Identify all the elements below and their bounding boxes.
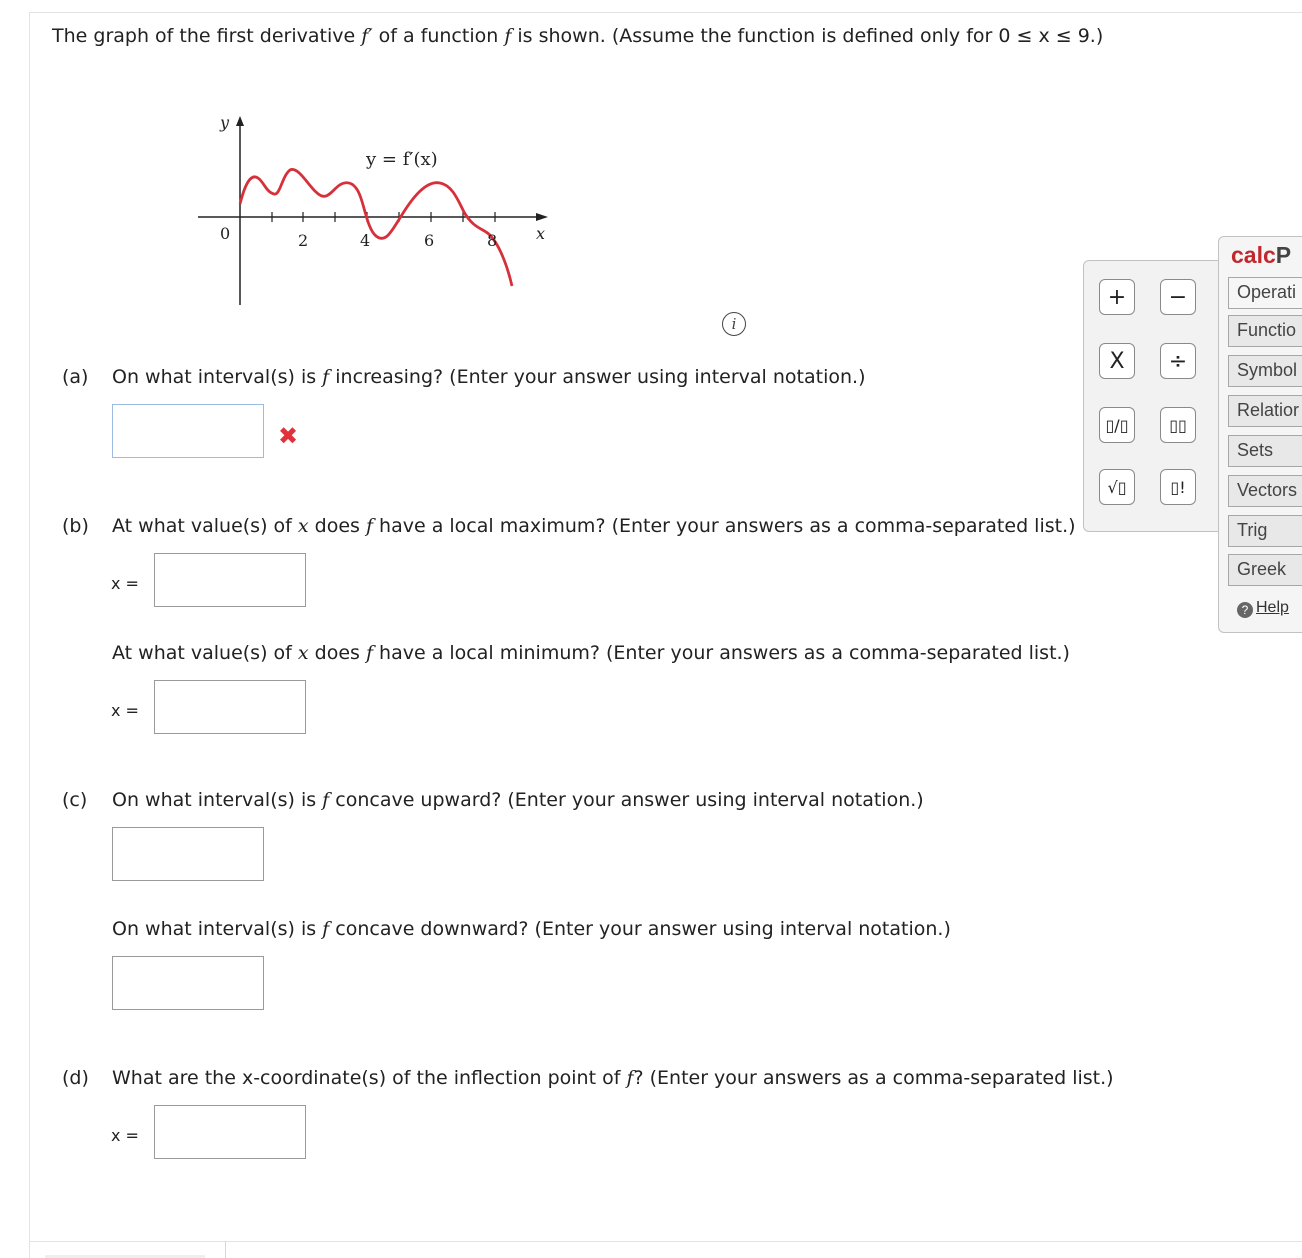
x-tick-2: 2	[298, 231, 309, 250]
frame-top-border	[30, 12, 1302, 13]
x-tick-6: 6	[424, 231, 435, 250]
curve-label: y = f′(x)	[366, 149, 438, 170]
part-a-question	[112, 365, 865, 389]
problem-intro	[52, 24, 1103, 48]
inflection-x-label: x =	[111, 1126, 139, 1145]
y-axis-label: y	[220, 113, 230, 132]
tab-greek[interactable]: Greek	[1228, 554, 1302, 586]
sqrt-button[interactable]	[1099, 469, 1135, 505]
tab-symbols[interactable]: Symbol	[1228, 355, 1302, 387]
part-b-f: f	[365, 515, 374, 537]
fraction-button[interactable]	[1099, 407, 1135, 443]
multiply-button[interactable]: X	[1099, 343, 1135, 379]
exponent-button[interactable]	[1160, 407, 1196, 443]
minus-button[interactable]: −	[1160, 279, 1196, 315]
help-label: Help	[1256, 599, 1289, 616]
concave-up-input[interactable]	[112, 827, 264, 881]
part-c-f: f	[322, 789, 330, 811]
part-a-f: f	[322, 366, 330, 388]
tab-relations[interactable]: Relatior	[1228, 395, 1302, 427]
part-d-marker: (d)	[62, 1067, 89, 1089]
intro-text-3: is shown. (Assume the function is defined only for 0 ≤ x ≤ 9.)	[511, 25, 1104, 47]
part-c-q1-pre: On what interval(s) is	[112, 789, 323, 811]
tab-vectors[interactable]: Vectors	[1228, 475, 1302, 507]
tab-sets[interactable]: Sets	[1228, 435, 1302, 467]
part-d-f: f	[626, 1067, 634, 1089]
plus-button[interactable]: +	[1099, 279, 1135, 315]
tab-functions[interactable]: Functio	[1228, 315, 1302, 347]
part-b-q1-pre: At what value(s) of	[112, 515, 298, 537]
local-min-input[interactable]	[154, 680, 306, 734]
frame-bottom-border	[30, 1241, 1302, 1242]
part-b-q2-f: f	[365, 642, 374, 664]
calcpad-title-calc: calc	[1231, 242, 1276, 268]
part-b-x: x	[297, 515, 309, 537]
y-axis-arrow	[236, 116, 244, 126]
divide-button[interactable]: ÷	[1160, 343, 1196, 379]
tab-operations[interactable]: Operati	[1228, 277, 1302, 309]
calcpad-sidebar	[1218, 236, 1302, 633]
help-link[interactable]	[1237, 599, 1289, 618]
part-c-q2-pre: On what interval(s) is	[112, 918, 323, 940]
increasing-interval-input[interactable]	[112, 404, 264, 458]
part-b-q1-mid: does	[308, 515, 366, 537]
part-b-q2-post: have a local minimum? (Enter your answers as a comma-separated list.)	[373, 642, 1070, 664]
info-icon[interactable]: i	[722, 312, 746, 336]
factorial-icon: ▯!	[1170, 477, 1186, 497]
factorial-button[interactable]	[1160, 469, 1196, 505]
derivative-graph	[190, 110, 570, 310]
part-a-q-post: increasing? (Enter your answer using interval notation.)	[329, 366, 866, 388]
math-palette	[1083, 260, 1220, 532]
intro-f: f	[504, 25, 512, 47]
part-d-q-pre: What are the x-coordinate(s) of the inflection point of	[112, 1067, 627, 1089]
calcpad-title	[1231, 242, 1291, 269]
fprime-curve	[240, 169, 512, 286]
x-tick-4: 4	[360, 231, 371, 250]
concave-down-input[interactable]	[112, 956, 264, 1010]
part-b-question-1	[112, 514, 1076, 538]
part-b-q2-x: x	[297, 642, 309, 664]
part-b-q2-mid: does	[308, 642, 366, 664]
part-c-q2-post: concave downward? (Enter your answer using interval notation.)	[329, 918, 951, 940]
part-c-question-2	[112, 917, 951, 941]
x-tick-0: 0	[220, 224, 231, 243]
frame-left-border	[29, 12, 30, 1258]
part-a-q-pre: On what interval(s) is	[112, 366, 323, 388]
local-max-input[interactable]	[154, 553, 306, 607]
x-axis-arrow	[536, 213, 548, 221]
inflection-point-input[interactable]	[154, 1105, 306, 1159]
part-c-marker: (c)	[62, 789, 88, 811]
exponent-icon: ▯▯	[1169, 415, 1187, 435]
part-d-question	[112, 1066, 1114, 1090]
x-axis-label: x	[536, 224, 546, 243]
local-min-x-label: x =	[111, 701, 139, 720]
calcpad-title-rest: P	[1275, 242, 1292, 268]
part-a-marker: (a)	[62, 366, 89, 388]
part-c-q1-post: concave upward? (Enter your answer using interval notation.)	[329, 789, 924, 811]
part-b-q2-pre: At what value(s) of	[112, 642, 298, 664]
help-icon: ?	[1237, 602, 1253, 618]
tab-trig[interactable]: Trig	[1228, 515, 1302, 547]
part-d-q-post: ? (Enter your answers as a comma-separated list.)	[633, 1067, 1114, 1089]
fraction-icon: ▯/▯	[1105, 415, 1129, 435]
local-max-x-label: x =	[111, 574, 139, 593]
part-c-question-1	[112, 788, 924, 812]
sqrt-icon: √▯	[1107, 477, 1127, 497]
intro-text-1: The graph of the first derivative	[52, 25, 362, 47]
intro-text-2: of a function	[372, 25, 505, 47]
part-b-question-2	[112, 641, 1070, 665]
incorrect-icon: ✖	[278, 422, 299, 450]
frame-divider	[225, 1241, 226, 1258]
part-b-marker: (b)	[62, 515, 89, 537]
x-tick-8: 8	[487, 231, 498, 250]
intro-fprime: f′	[361, 25, 373, 47]
part-c-q2-f: f	[322, 918, 330, 940]
part-b-q1-post: have a local maximum? (Enter your answers as a comma-separated list.)	[373, 515, 1076, 537]
